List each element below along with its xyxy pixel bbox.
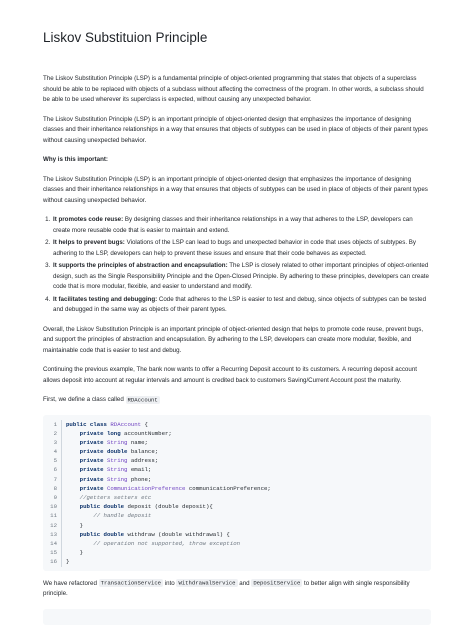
list-item-bold: It helps to prevent bugs: bbox=[53, 239, 125, 246]
code-text bbox=[62, 548, 83, 557]
list-item bbox=[52, 215, 431, 236]
paragraph-importance-repeat: The Liskov Substitution Principle (LSP) is an important principle of object-oriented design that emphasizes the importance of designing classes and their inheritance relationships in a way that ensures that objects of subtypes can be used in place of objects of their parent types without causing unexpected behavior. bbox=[43, 175, 428, 204]
code-text bbox=[62, 465, 151, 474]
code-text bbox=[62, 447, 158, 456]
code-indent bbox=[66, 430, 80, 437]
code-indent bbox=[66, 485, 80, 492]
text-fragment: We have refactored bbox=[43, 579, 99, 587]
code-text bbox=[62, 420, 148, 429]
line-number: 11 bbox=[43, 511, 62, 520]
code-indent bbox=[66, 448, 80, 455]
code-text bbox=[62, 521, 83, 530]
list-item-text: By designing classes and their inheritance relationships in a way that adheres to the LSP, developers can create more reusable code that is easier to maintain and extend. bbox=[53, 216, 413, 234]
code-line bbox=[43, 539, 431, 548]
code-text bbox=[62, 456, 158, 465]
text-fragment: into bbox=[163, 579, 177, 587]
code-type: String bbox=[106, 475, 128, 483]
list-item-bold: It facilitates testing and debugging: bbox=[53, 295, 158, 303]
code-text bbox=[62, 438, 148, 447]
code-indent bbox=[66, 476, 80, 483]
code-indent bbox=[66, 549, 80, 556]
code-rest: withdraw (double withdrawal) { bbox=[127, 530, 230, 538]
paragraph-continuing: Continuing the previous example, The bank now wants to offer a Recurring Deposit account to its customers. A recurring deposit account allows deposit into account at regular intervals and amount is credited back to customers Saving/Current Account post the maturity. bbox=[43, 366, 417, 384]
code-keyword: public class bbox=[66, 420, 111, 428]
code-rest: accountNumber; bbox=[124, 429, 172, 437]
page-title: Liskov Substituion Principle bbox=[43, 30, 208, 45]
list-item-text: Code that adheres to the LSP is easier to test and debug, since objects of subtypes can be tested and debugged in the same way as objects of their parent types. bbox=[53, 295, 427, 313]
paragraph-importance: The Liskov Substitution Principle (LSP) is an important principle of object-oriented design that emphasizes the importance of designing classes and their inheritance relationships in a way that ensures that objects of subtypes can be used in place of objects of their parent types without causing unexpected behavior. bbox=[43, 115, 428, 144]
code-indent bbox=[66, 522, 80, 529]
code-text bbox=[62, 511, 151, 520]
code-line bbox=[43, 429, 431, 438]
code-indent bbox=[66, 439, 80, 446]
line-number: 7 bbox=[43, 475, 62, 484]
code-text bbox=[62, 475, 151, 484]
list-item bbox=[52, 295, 431, 316]
code-rest: address; bbox=[127, 457, 159, 465]
code-comment: // operation not supported, throw exception bbox=[93, 539, 241, 547]
line-number: 8 bbox=[43, 484, 62, 493]
code-line bbox=[43, 465, 431, 474]
code-text bbox=[62, 484, 271, 493]
code-comment: //getters setters etc bbox=[79, 494, 152, 501]
code-comment: // handle deposit bbox=[93, 512, 152, 520]
code-line bbox=[43, 456, 431, 465]
paragraph-refactor bbox=[43, 579, 431, 600]
code-type: CommunicationPreference bbox=[106, 484, 186, 492]
code-line bbox=[43, 557, 431, 566]
line-number: 12 bbox=[43, 521, 62, 530]
list-item-bold: It promotes code reuse: bbox=[53, 216, 124, 223]
inline-code: TransactionService bbox=[100, 579, 162, 587]
code-rest: { bbox=[141, 420, 148, 428]
inline-code: WithdrawalService bbox=[178, 579, 236, 587]
line-number: 10 bbox=[43, 502, 62, 511]
code-rest: balance; bbox=[130, 448, 159, 456]
section-heading-why: Why is this important: bbox=[43, 156, 108, 163]
paragraph-intro: The Liskov Substitution Principle (LSP) is a fundamental principle of object-oriented programming that states that objects of a superclass should be able to be replaced with objects of a subclass without affecting the correctness of the program. In other words, a subclass should be able to be used wherever its superclass is expected, without causing any unexpected behavior. bbox=[43, 75, 424, 103]
code-rest: } bbox=[66, 558, 70, 566]
code-keyword: public double bbox=[79, 503, 128, 511]
code-rest: } bbox=[79, 521, 84, 529]
line-number: 5 bbox=[43, 456, 62, 465]
code-rest: communicationPreference; bbox=[185, 484, 271, 492]
line-number: 3 bbox=[43, 438, 62, 447]
text-fragment: to better align with single responsibility principle. bbox=[43, 579, 410, 597]
code-text bbox=[62, 539, 240, 548]
code-line bbox=[43, 420, 431, 429]
code-rest: name; bbox=[127, 438, 148, 446]
code-indent bbox=[66, 466, 80, 473]
code-block[interactable] bbox=[43, 415, 431, 571]
code-type: String bbox=[106, 438, 128, 446]
code-indent bbox=[66, 512, 93, 519]
line-number: 1 bbox=[43, 420, 62, 429]
code-indent bbox=[66, 457, 80, 464]
code-line bbox=[43, 447, 431, 456]
code-block-empty[interactable] bbox=[43, 609, 431, 625]
benefits-list bbox=[43, 215, 431, 316]
code-keyword: private bbox=[79, 484, 107, 492]
line-number: 2 bbox=[43, 429, 62, 438]
text-fragment: and bbox=[237, 579, 252, 587]
code-line bbox=[43, 484, 431, 493]
code-keyword: private long bbox=[79, 429, 125, 437]
list-item-text: The LSP is closely related to other important principles of object-oriented design, such as the Single Responsibility Principle and the Open-Closed Principle. By adhering to these principles, developers can create code that is more modular, flexible, and easier to understand and modify. bbox=[53, 262, 429, 290]
code-indent bbox=[66, 503, 80, 510]
code-rest: deposit (double deposit){ bbox=[127, 503, 213, 511]
code-text bbox=[62, 502, 213, 511]
code-line bbox=[43, 475, 431, 484]
inline-code: RDAccount bbox=[127, 396, 158, 403]
line-number: 9 bbox=[43, 493, 62, 502]
list-item bbox=[52, 261, 431, 293]
paragraph-first bbox=[43, 395, 431, 406]
list-item-bold: It supports the principles of abstraction and encapsulation: bbox=[53, 262, 228, 269]
list-item-text: Violations of the LSP can lead to bugs and unexpected behavior in code that uses objects of subtypes. By adhering to the LSP, developers can help to prevent these issues and ensure that their code behaves as expected. bbox=[53, 239, 416, 257]
code-text bbox=[62, 557, 69, 566]
paragraph-overall: Overall, the Liskov Substitution Principle is an important principle of object-oriented design that helps to promote code reuse, prevent bugs, and support the principles of abstraction and encapsulation. By adhering to the LSP, developers can create more modular, flexible, and maintainable code that is easier to test and debug. bbox=[43, 325, 424, 354]
code-line bbox=[43, 548, 431, 557]
code-text bbox=[62, 429, 172, 438]
code-keyword: private bbox=[79, 457, 107, 465]
code-indent bbox=[66, 494, 80, 501]
code-type: RDAccount bbox=[110, 420, 142, 428]
line-number: 13 bbox=[43, 530, 62, 539]
code-line bbox=[43, 438, 431, 447]
code-keyword: private bbox=[79, 466, 107, 474]
code-keyword: private bbox=[79, 475, 107, 483]
article-body bbox=[43, 74, 431, 625]
code-line bbox=[43, 511, 431, 520]
text-fragment: First, we define a class called bbox=[43, 396, 126, 403]
line-number: 14 bbox=[43, 539, 62, 548]
code-line bbox=[43, 530, 431, 539]
code-keyword: private double bbox=[79, 448, 131, 456]
code-indent bbox=[66, 540, 93, 547]
line-number: 16 bbox=[43, 557, 62, 566]
inline-code: DepositService bbox=[253, 579, 301, 587]
code-rest: } bbox=[79, 549, 84, 557]
code-text bbox=[62, 493, 151, 502]
code-line bbox=[43, 493, 431, 502]
code-type: String bbox=[106, 466, 128, 474]
code-rest: phone; bbox=[127, 475, 152, 483]
list-item bbox=[52, 238, 431, 259]
code-indent bbox=[66, 531, 80, 538]
code-keyword: private bbox=[79, 438, 107, 446]
line-number: 15 bbox=[43, 548, 62, 557]
code-line bbox=[43, 502, 431, 511]
line-number: 4 bbox=[43, 447, 62, 456]
code-type: String bbox=[106, 457, 128, 465]
code-keyword: public double bbox=[79, 530, 128, 538]
line-number: 6 bbox=[43, 465, 62, 474]
code-rest: email; bbox=[127, 466, 152, 474]
code-line bbox=[43, 521, 431, 530]
code-text bbox=[62, 530, 230, 539]
